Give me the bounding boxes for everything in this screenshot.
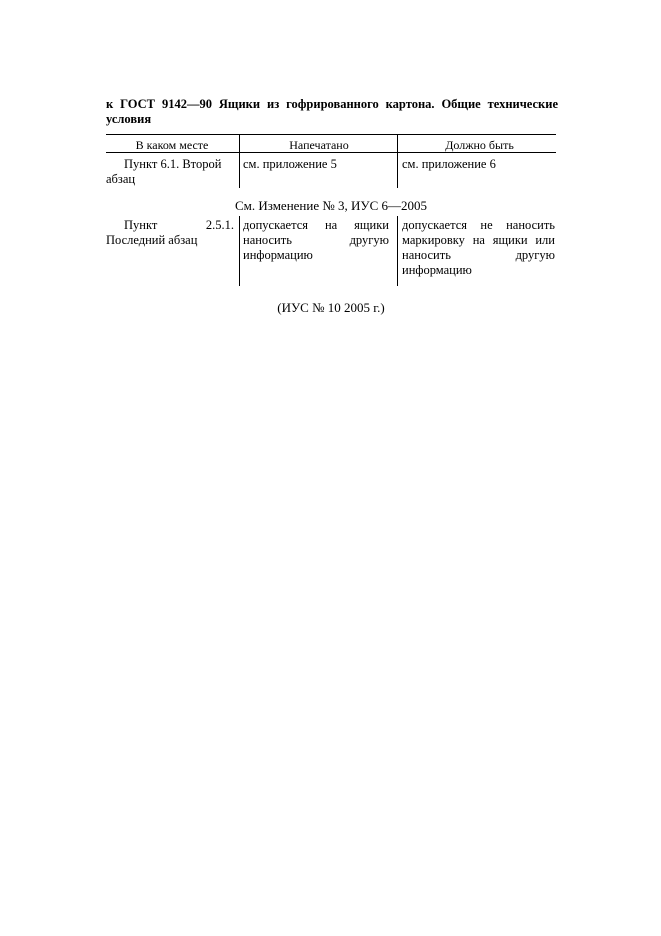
row-divider-2 xyxy=(397,216,398,286)
table-row-printed: допускается на ящики наносить другую информацию xyxy=(243,218,389,262)
document-title: к ГОСТ 9142—90 Ящики из гофрированного картона. Общие технические условия xyxy=(106,97,558,126)
header-printed: Напечатано xyxy=(289,138,349,152)
table-row-should-be: допускается не наносить маркировку на ящики или наносить другую информацию xyxy=(402,218,555,277)
header-place: В каком месте xyxy=(135,138,209,152)
row-divider-1 xyxy=(239,152,240,188)
table-top-rule xyxy=(106,134,556,135)
table-row-place: Пункт 6.1. Второй абзац xyxy=(106,157,222,186)
table-row-place: Пункт 2.5.1. Последний абзац xyxy=(106,218,234,247)
row-divider-2 xyxy=(397,152,398,188)
header-divider-2 xyxy=(397,134,398,152)
table-row-should-be: см. приложение 6 xyxy=(402,157,496,171)
table-row-printed: см. приложение 5 xyxy=(243,157,337,171)
row-divider-1 xyxy=(239,216,240,286)
header-bottom-rule xyxy=(106,152,556,153)
amendment-reference: См. Изменение № 3, ИУС 6—2005 xyxy=(234,198,428,213)
footer-source: (ИУС № 10 2005 г.) xyxy=(277,300,385,315)
header-should-be: Должно быть xyxy=(445,138,514,152)
header-divider-1 xyxy=(239,134,240,152)
